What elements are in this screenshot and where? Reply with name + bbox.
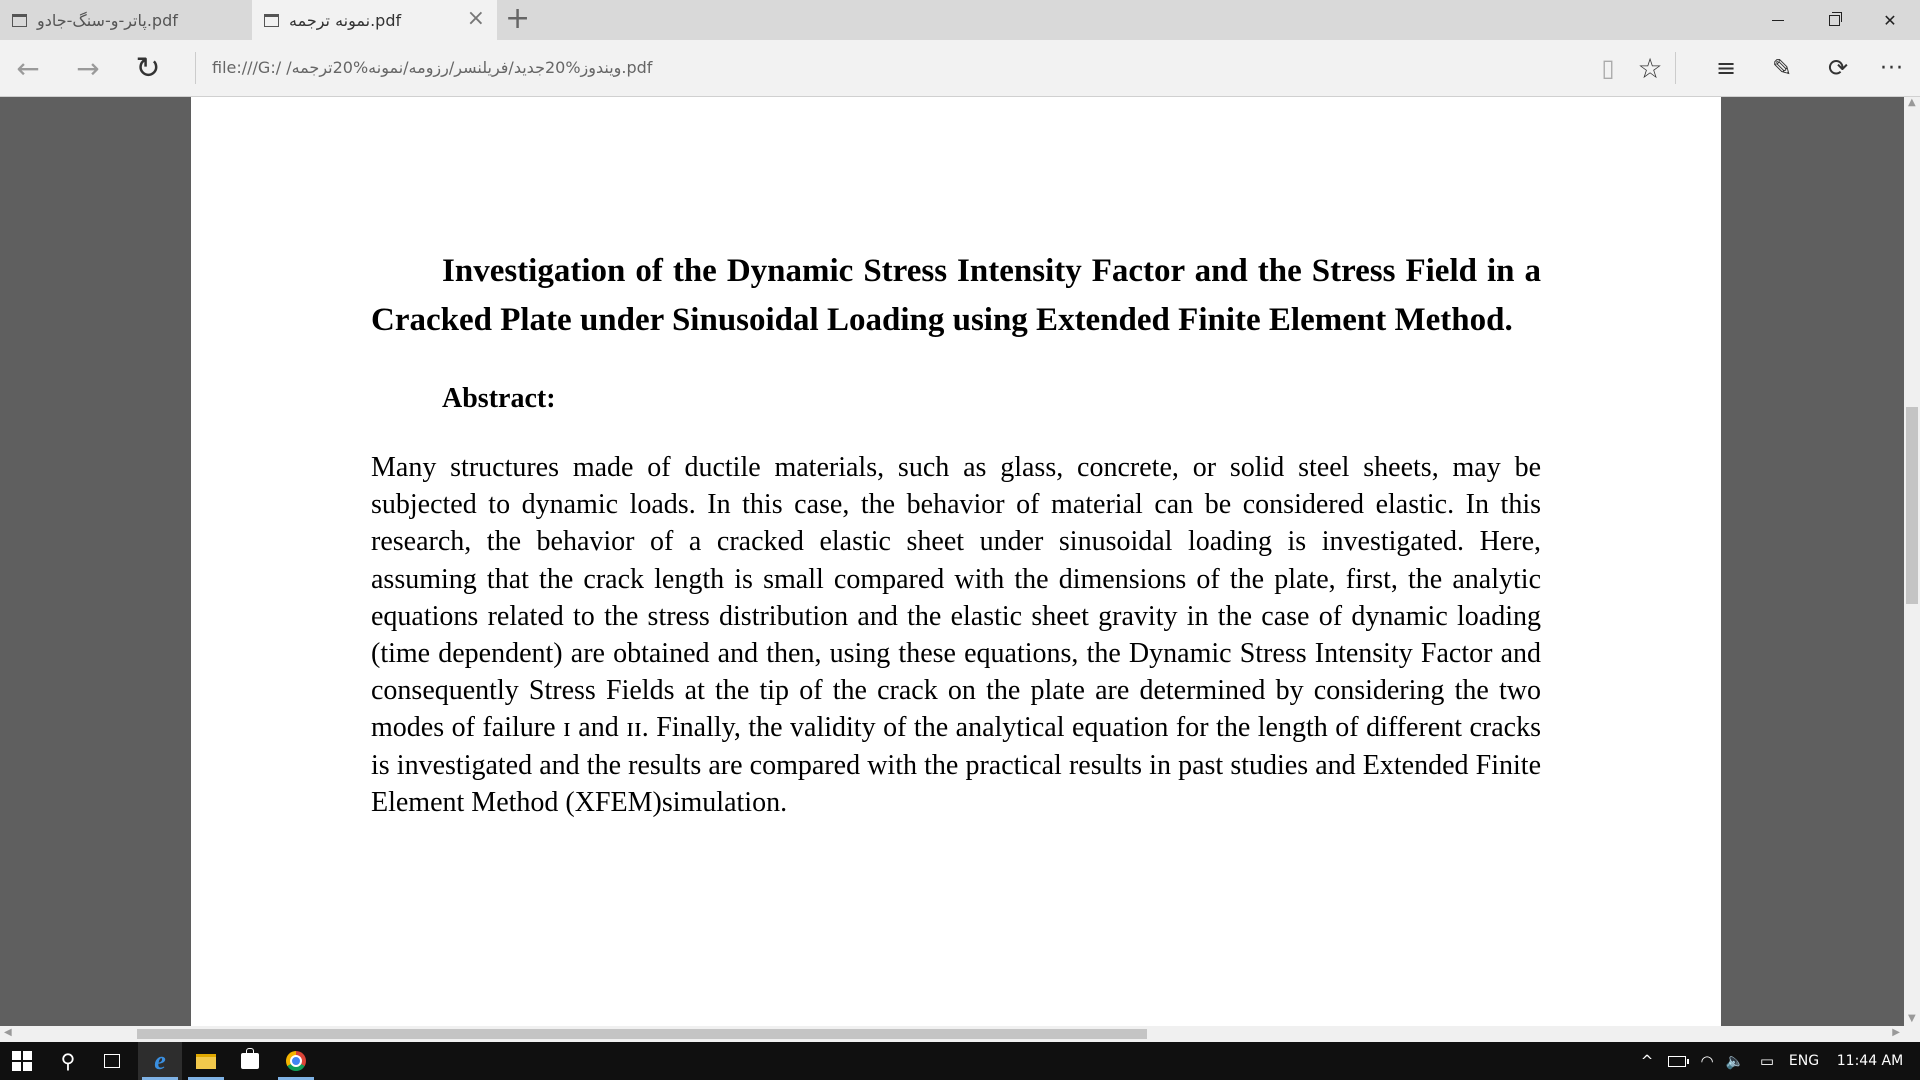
volume-icon[interactable]: 🔈 <box>1725 1052 1745 1070</box>
forward-button[interactable]: → <box>76 51 100 85</box>
document-content <box>371 247 1541 821</box>
horizontal-scroll-thumb[interactable] <box>137 1029 1148 1039</box>
minimize-button[interactable] <box>1750 0 1806 40</box>
abstract-heading: Abstract: <box>442 383 556 414</box>
taskbar <box>0 1042 1920 1080</box>
file-explorer-icon <box>196 1054 216 1069</box>
vertical-scroll-thumb[interactable] <box>1906 407 1918 604</box>
pdf-viewer[interactable] <box>0 97 1920 1026</box>
task-view-button[interactable] <box>90 1042 134 1080</box>
web-note-icon[interactable]: ✎ <box>1771 54 1793 82</box>
abstract-text: Many structures made of ductile materials, such as glass, concrete, or solid steel sheets, may be subjected to dynamic loads. In this case, the behavior of material can be considered elastic. In this research, the behavior of a cracked elastic sheet under sinusoidal loading is investigated. Here, assuming that the crack length is small compared with the dimensions of the plate, first, the analytic equations related to the stress distribution and the elastic sheet gravity in the case of dynamic loading (time dependent) are obtained and then, using these equations, the Dynamic Stress Intensity Factor and consequently Stress Fields at the tip of the crack on the plate are determined by considering the two modes of failure ɪ and ɪɪ. Finally, the validity of the analytical equation for the length of different cracks is investigated and the results are compared with the practical results in past studies and Extended Finite Element Method (XFEM)simulation. <box>371 452 1541 818</box>
minimize-icon <box>1772 20 1784 21</box>
scroll-corner <box>1904 1026 1920 1042</box>
favorite-star-icon[interactable]: ☆ <box>1637 51 1663 85</box>
tab-strip <box>0 0 1920 40</box>
horizontal-scrollbar[interactable] <box>0 1026 1904 1042</box>
scroll-down-icon[interactable]: ▼ <box>1908 1013 1916 1024</box>
page-icon <box>264 14 279 27</box>
scroll-right-icon[interactable]: ▶ <box>1892 1027 1900 1038</box>
scroll-up-icon[interactable]: ▲ <box>1908 97 1916 108</box>
navigation-bar <box>0 40 1920 97</box>
pdf-page <box>191 97 1721 1026</box>
toolbar-divider <box>195 52 196 84</box>
search-icon[interactable]: ⚲ <box>60 1049 76 1073</box>
task-view-icon <box>104 1054 120 1068</box>
reading-view-icon[interactable]: ▯ <box>1601 54 1615 82</box>
back-button[interactable]: ← <box>16 51 40 85</box>
system-clock[interactable]: 11:44 AM <box>1836 1053 1904 1069</box>
chrome-taskbar-button[interactable] <box>274 1042 318 1080</box>
vertical-scrollbar[interactable] <box>1904 97 1920 1026</box>
store-icon <box>241 1053 259 1069</box>
chrome-icon <box>286 1051 306 1071</box>
more-icon[interactable]: ··· <box>1880 55 1904 81</box>
restore-icon <box>1829 15 1840 26</box>
tab-translation-sample-pdf[interactable] <box>252 0 497 40</box>
close-window-button[interactable]: ✕ <box>1883 10 1897 30</box>
store-taskbar-button[interactable] <box>228 1042 272 1080</box>
file-explorer-taskbar-button[interactable] <box>184 1042 228 1080</box>
windows-logo-icon <box>12 1051 32 1071</box>
battery-icon[interactable] <box>1664 1042 1690 1080</box>
tab-label: پاتر-و-سنگ-جادو.pdf <box>37 10 178 30</box>
action-center-icon[interactable]: ▭ <box>1759 1052 1775 1070</box>
page-icon <box>12 14 27 27</box>
new-tab-button[interactable]: + <box>505 1 531 36</box>
tab-label: نمونه ترجمه.pdf <box>289 10 402 30</box>
document-title: Investigation of the Dynamic Stress Intensity Factor and the Stress Field in a Cracked Plate under Sinusoidal Loading using Extended Finite Element Method. <box>371 253 1541 338</box>
share-icon[interactable]: ⟳ <box>1827 54 1849 82</box>
edge-taskbar-button[interactable] <box>138 1042 182 1080</box>
address-bar[interactable]: file:///G:/ /ویندوز%20جدید/فریلنسر/رزومه/نمونه%20ترجمه.pdf <box>212 58 653 77</box>
toolbar-divider <box>1675 52 1676 84</box>
scroll-left-icon[interactable]: ◀ <box>4 1027 12 1038</box>
start-button[interactable] <box>0 1042 44 1080</box>
restore-button[interactable] <box>1806 0 1862 40</box>
close-tab-icon[interactable]: × <box>466 6 485 31</box>
hub-icon[interactable]: ≡ <box>1715 54 1737 82</box>
wifi-icon[interactable]: ◠ <box>1700 1052 1714 1070</box>
input-language-indicator[interactable]: ENG <box>1788 1053 1820 1069</box>
refresh-button[interactable]: ↻ <box>135 50 161 86</box>
show-hidden-icons-chevron-icon[interactable]: ^ <box>1640 1052 1654 1070</box>
tab-harry-potter-pdf[interactable] <box>0 0 250 40</box>
edge-icon: e <box>154 1046 166 1075</box>
